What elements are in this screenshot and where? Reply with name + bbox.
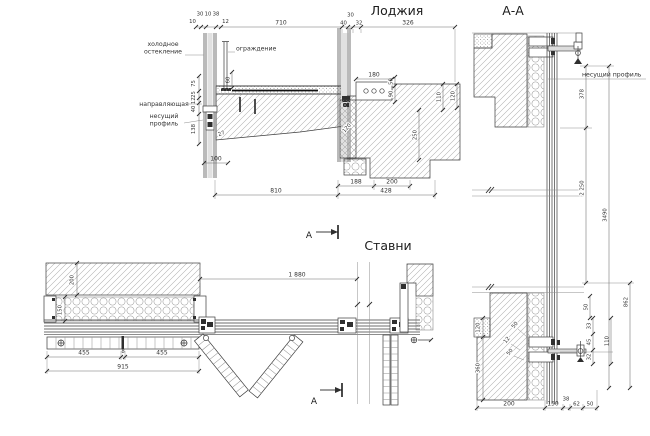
dim-120-diagonal: 120: [341, 122, 353, 135]
section-linework: [472, 33, 586, 404]
dim-75: 75: [191, 80, 197, 87]
dim-12-diag: 12: [502, 335, 512, 345]
dim-90: 90: [388, 90, 395, 98]
dim-200: 200: [386, 178, 398, 186]
dim-38: 38: [212, 11, 220, 18]
dim-138: 138: [191, 123, 197, 135]
dim-180: 180: [368, 71, 380, 79]
dim-50-diag-a: 50: [510, 320, 520, 330]
view-section-aa: [472, 3, 646, 411]
cold-glazing-label-line2: остекление: [144, 48, 182, 56]
bearing-profile-label-line1: несущий: [149, 113, 179, 120]
dim-3490: 3490: [602, 208, 609, 222]
dim-40: 40: [340, 20, 347, 27]
dim-188: 188: [350, 178, 362, 186]
dim-50: 50: [388, 78, 395, 85]
dim-360: 360: [475, 362, 482, 374]
dim-250: 250: [412, 129, 419, 141]
dim-12b: 12: [191, 97, 197, 105]
cold-glazing-label-line1: холодное: [147, 41, 179, 48]
shutters-section-markers: [306, 225, 342, 407]
section-marker-a-bottom: А: [310, 397, 318, 407]
dim-10b: 10: [204, 11, 212, 18]
dim-60: 60: [225, 76, 232, 84]
dim-32: 32: [355, 20, 363, 27]
dim-1880: 1 880: [288, 271, 306, 279]
dim-428: 428: [380, 187, 392, 195]
dim-915: 915: [117, 363, 129, 371]
view-loggia: [139, 3, 460, 199]
guide-label: направляющая: [139, 101, 189, 108]
dim-10a: 10: [189, 19, 196, 25]
dim-455b: 455: [156, 349, 168, 357]
dim-40b: 40: [191, 105, 197, 113]
dim-27: 27: [217, 130, 226, 139]
dim-12: 12: [222, 19, 229, 25]
loggia-title: Лоджия: [370, 3, 424, 18]
section-labels: [548, 71, 646, 80]
dim-45: 45: [586, 338, 593, 346]
dim-120-aa: 120: [475, 322, 482, 333]
dim-200-shutters: 200: [69, 274, 76, 286]
dim-710: 710: [275, 19, 287, 27]
dim-32: 32: [586, 353, 593, 361]
bearing-profile-aa-label: несущий профиль: [582, 71, 642, 79]
section-marker-a-top: А: [305, 231, 313, 241]
shutters-title: Ставни: [364, 238, 412, 253]
dim-378: 378: [579, 88, 586, 100]
dim-62-aa: 62: [573, 401, 580, 408]
shutters-linework: [44, 262, 433, 405]
view-shutters: [44, 225, 433, 407]
dim-50-upper: 50: [583, 303, 590, 311]
dim-100: 100: [210, 155, 222, 163]
dim-25: 25: [191, 91, 197, 98]
dim-120: 120: [450, 90, 457, 102]
dim-50-diag-b: 50: [505, 347, 515, 357]
dim-8: 8: [121, 349, 125, 355]
section-title: А-А: [502, 3, 524, 18]
dim-455a: 455: [78, 349, 90, 357]
dim-2250: 2 250: [579, 180, 586, 196]
dim-38-aa: 38: [562, 396, 570, 403]
dim-150-shutters: 150: [57, 304, 64, 316]
dim-326: 326: [402, 19, 414, 27]
railing-label: ограждение: [236, 45, 277, 53]
dim-150-aa: 150: [547, 400, 559, 408]
dim-33: 33: [586, 322, 593, 330]
dim-50-aa: 50: [586, 401, 594, 408]
dim-862: 862: [623, 296, 630, 308]
dim-30b: 30: [347, 12, 354, 19]
dim-810: 810: [270, 187, 282, 195]
dim-30a: 30: [196, 11, 204, 18]
dim-110-aa: 110: [604, 335, 611, 347]
dim-200-aa: 200: [503, 400, 515, 408]
dim-110: 110: [436, 91, 443, 103]
bearing-profile-label-line2: профиль: [149, 120, 179, 128]
